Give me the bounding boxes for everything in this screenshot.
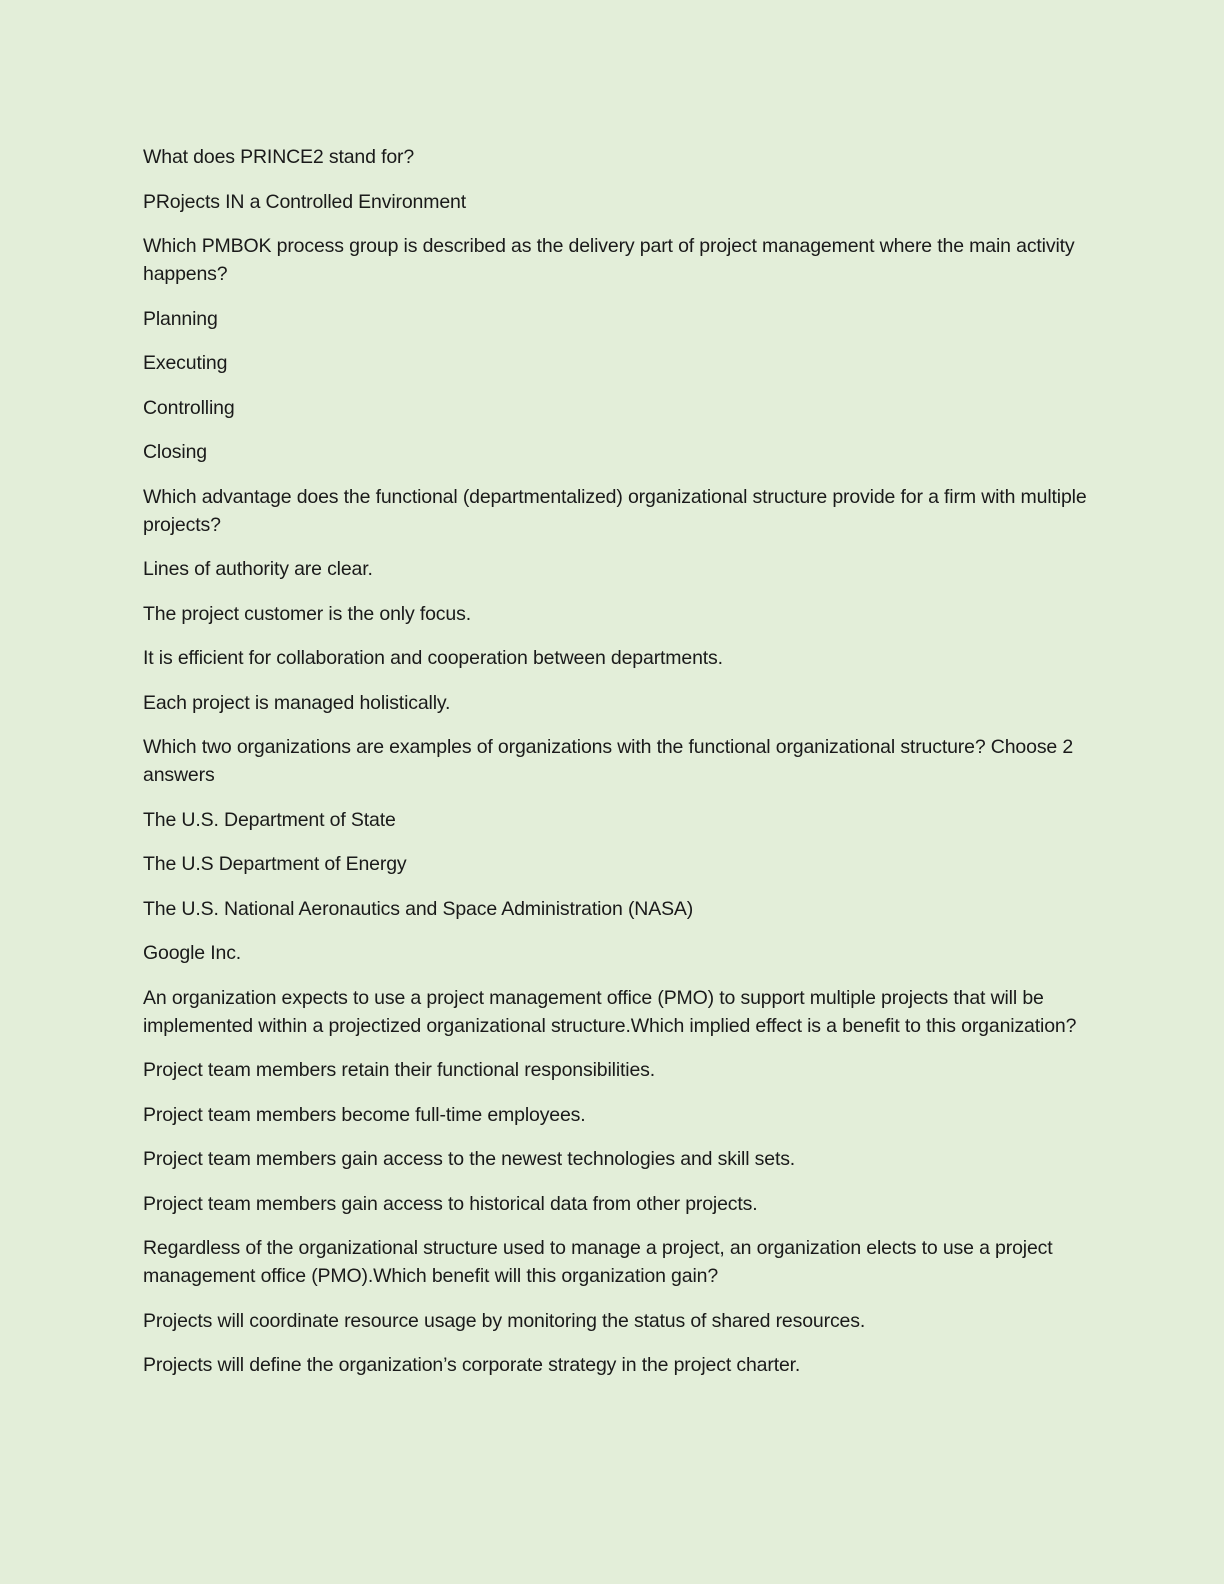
question-prince2: What does PRINCE2 stand for? (143, 146, 415, 168)
option-collaboration: It is efficient for collaboration and cooperation between departments. (143, 647, 723, 669)
answer-prince2: PRojects IN a Controlled Environment (143, 190, 466, 213)
option-nasa: The U.S. National Aeronautics and Space Administration (NASA) (143, 897, 694, 920)
option-closing: Closing (143, 441, 207, 463)
question-functional-advantage: Which advantage does the functional (departmentalized) organizational structure provide for a firm with multiple projects? (143, 485, 1087, 536)
question-pmbok-process-group: Which PMBOK process group is described as the delivery part of project management where the main activity happens? (143, 235, 1075, 285)
option-managed-holistically: Each project is managed holistically. (143, 691, 451, 714)
option-planning: Planning (143, 307, 218, 330)
option-executing: Executing (143, 352, 228, 374)
question-pmo-projectized: An organization expects to use a project management office (PMO) to support multiple projects that will be implemented within a projectized organizational structure.Which implied effect is a benefit to this organization? (143, 986, 1077, 1037)
option-coordinate-resources: Projects will coordinate resource usage by monitoring the status of shared resources. (143, 1309, 866, 1332)
option-historical-data: Project team members gain access to historical data from other projects. (143, 1192, 758, 1215)
option-google: Google Inc. (143, 942, 242, 964)
option-controlling: Controlling (143, 396, 235, 419)
option-corporate-strategy: Projects will define the organization’s corporate strategy in the project charter. (143, 1354, 801, 1376)
option-department-of-energy: The U.S Department of Energy (143, 853, 407, 875)
option-full-time: Project team members become full-time employees. (143, 1103, 586, 1126)
option-lines-of-authority: Lines of authority are clear. (143, 558, 373, 580)
question-functional-organizations: Which two organizations are examples of organizations with the functional organizational structure? Choose 2 answers (143, 736, 1074, 786)
option-newest-technologies: Project team members gain access to the newest technologies and skill sets. (143, 1148, 796, 1170)
option-customer-focus: The project customer is the only focus. (143, 602, 471, 625)
document-body (143, 143, 1088, 1396)
option-department-of-state: The U.S. Department of State (143, 808, 396, 831)
question-pmo-benefit: Regardless of the organizational structure used to manage a project, an organization elects to use a project management office (PMO).Which benefit will this organization gain? (143, 1237, 1053, 1287)
option-retain-functional: Project team members retain their functional responsibilities. (143, 1059, 656, 1081)
